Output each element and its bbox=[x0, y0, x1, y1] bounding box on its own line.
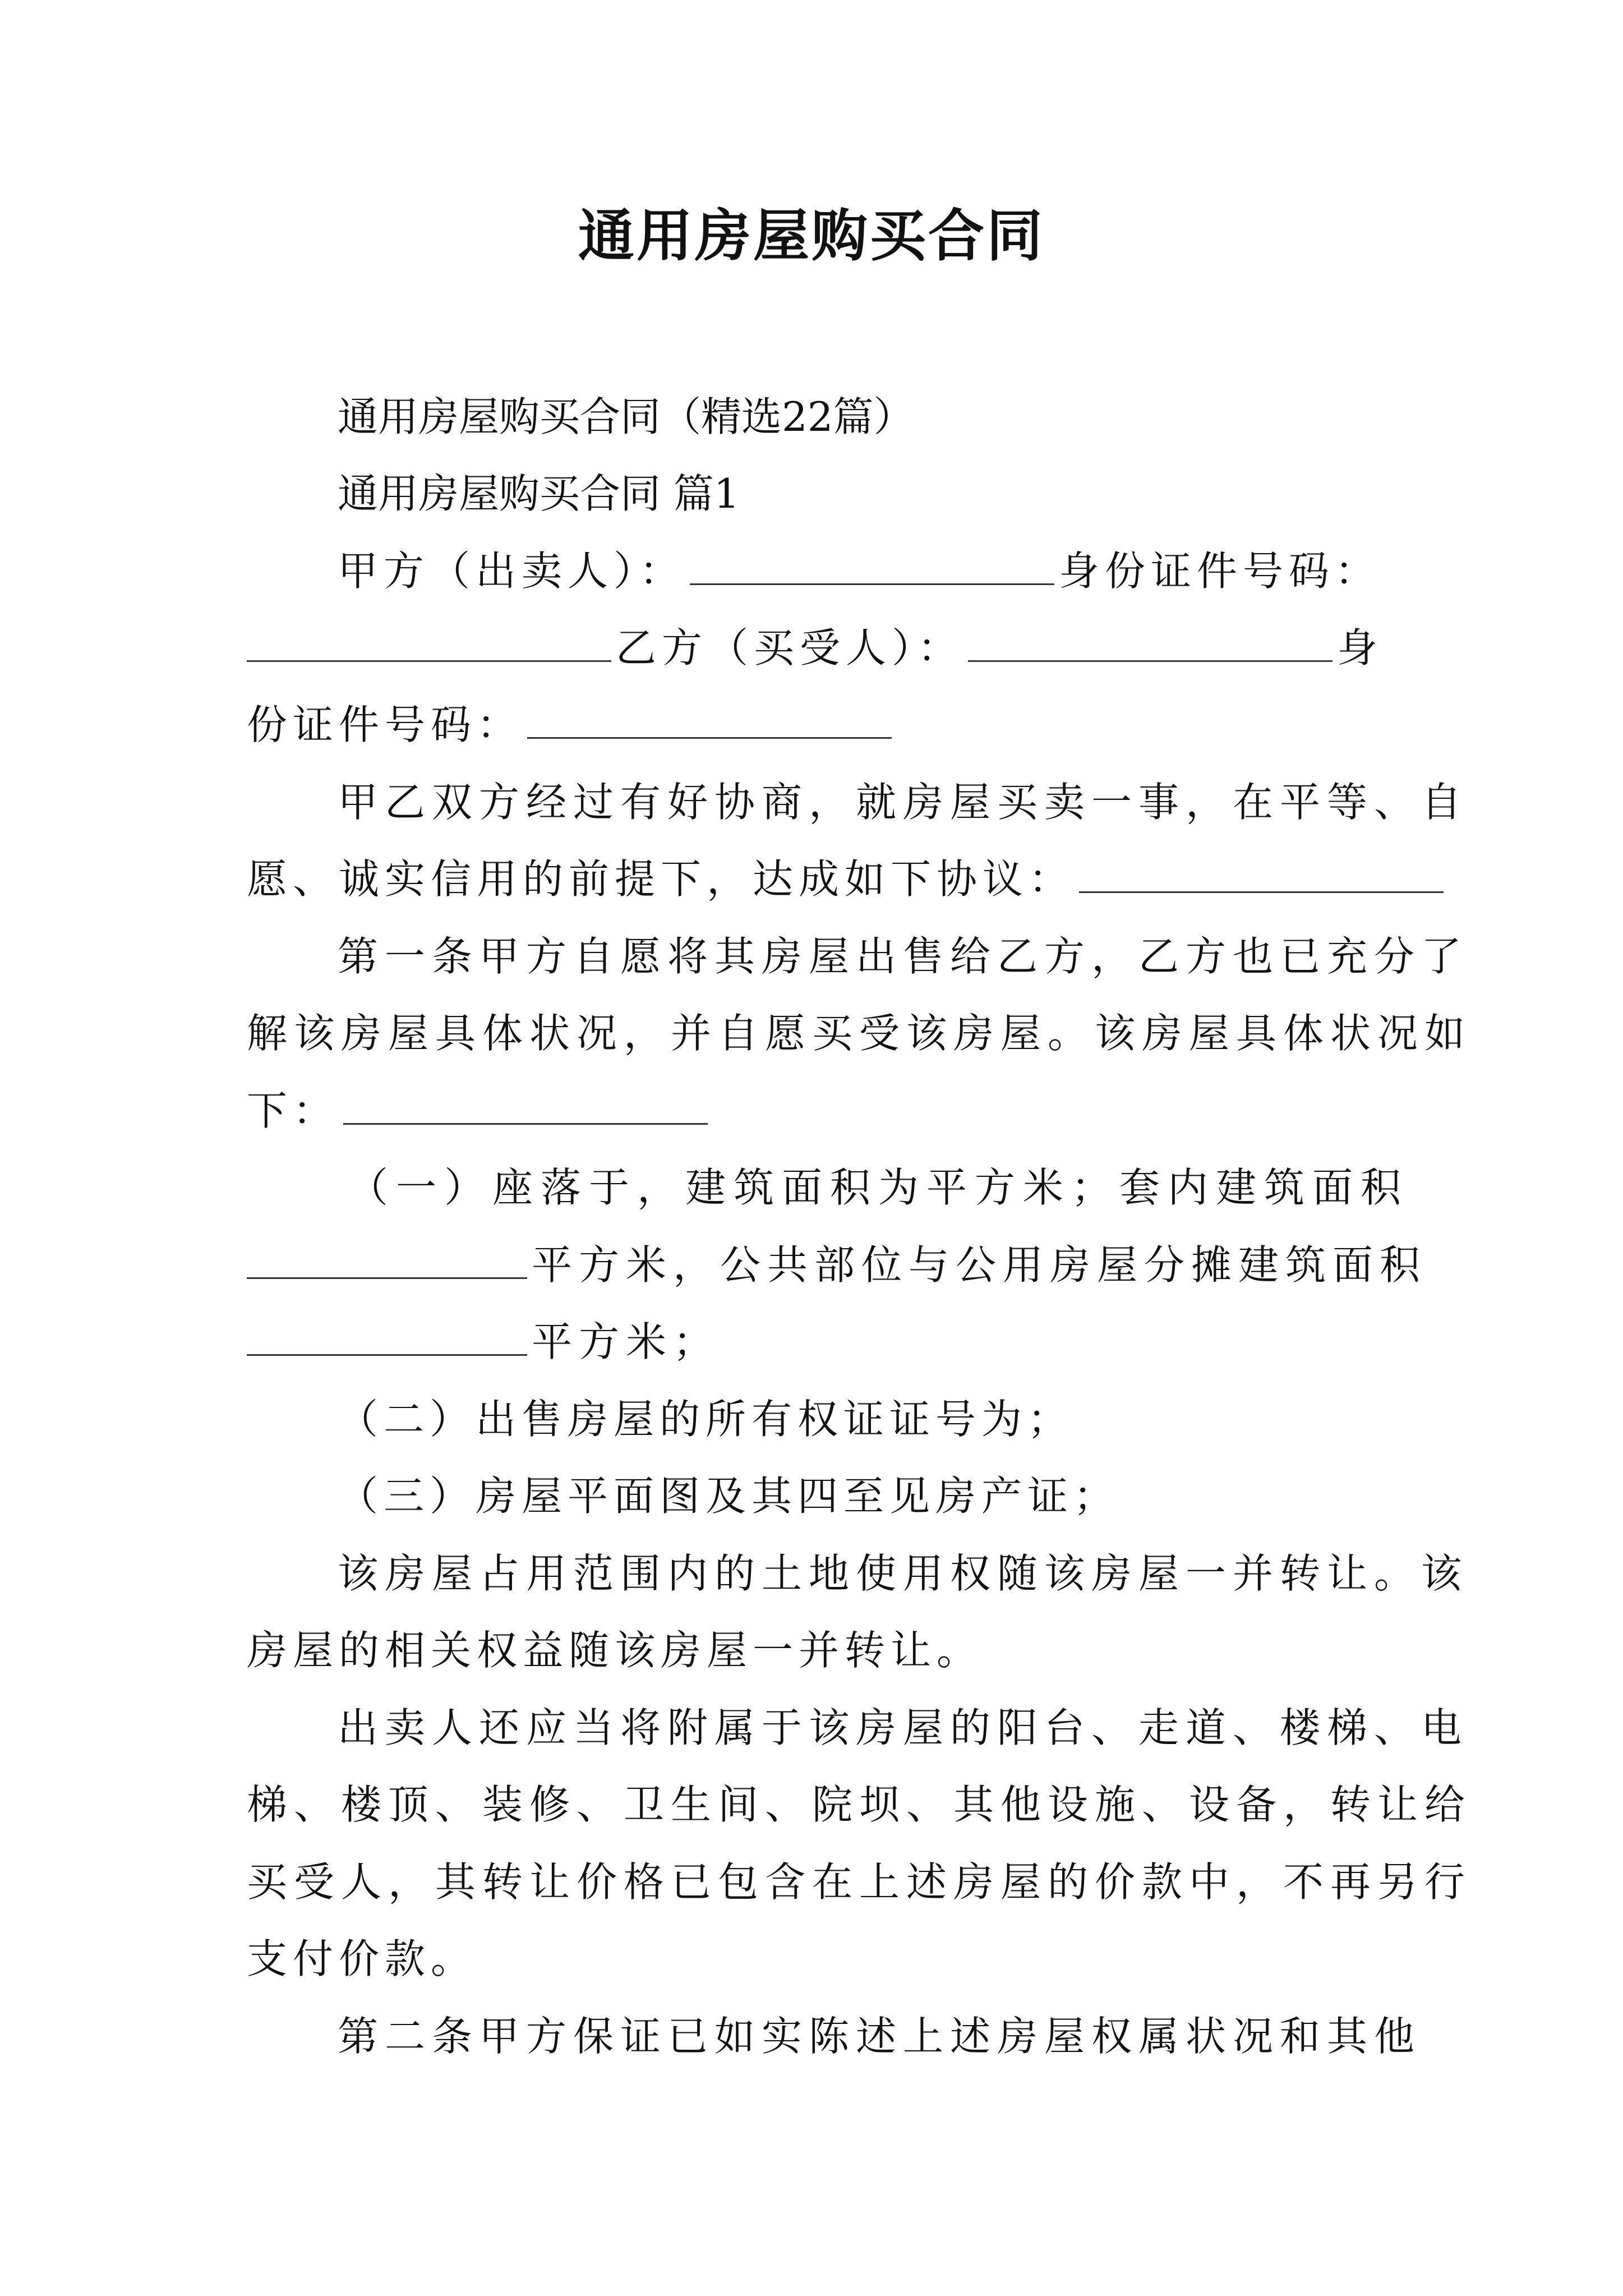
party-b-id-label-start: 身 bbox=[1337, 624, 1384, 671]
paragraph-line: 第二条甲方保证已如实陈述上述房屋权属状况和其他 bbox=[338, 2013, 1422, 2060]
party-b-line bbox=[247, 620, 1383, 676]
paragraph-line: 第一条甲方自愿将其房屋出售给乙方，乙方也已充分了 bbox=[338, 933, 1469, 980]
agreement-blank bbox=[1079, 852, 1444, 893]
paragraph-line: 梯、楼顶、装修、卫生间、院坝、其他设施、设备，转让给 bbox=[247, 1781, 1472, 1828]
house-status-blank bbox=[343, 1084, 708, 1125]
paragraph-line bbox=[247, 851, 1448, 907]
paragraph-line: 解该房屋具体状况，并自愿买受该房屋。该房屋具体状况如 bbox=[247, 1010, 1472, 1057]
paragraph-line: 该房屋占用范围内的土地使用权随该房屋一并转让。该 bbox=[338, 1550, 1469, 1597]
paragraph-line bbox=[247, 1314, 720, 1370]
party-a-name-blank bbox=[690, 544, 1054, 585]
paragraph-line bbox=[247, 1237, 1427, 1293]
paragraph-line bbox=[247, 1083, 712, 1139]
paragraph-line: 甲乙双方经过有好协商，就房屋买卖一事，在平等、自 bbox=[338, 779, 1469, 826]
paragraph-line: （一）座落于，建筑面积为平方米；套内建筑面积 bbox=[348, 1164, 1409, 1211]
shared-area-text: 平方米，公共部位与公用房屋分摊建筑面积 bbox=[532, 1241, 1427, 1289]
party-a-line bbox=[338, 543, 1381, 599]
party-a-label: 甲方（出卖人）： bbox=[338, 547, 686, 595]
party-b-id-line bbox=[247, 697, 896, 753]
inner-area-blank bbox=[247, 1238, 527, 1279]
agreement-text: 愿、诚实信用的前提下，达成如下协议： bbox=[247, 855, 1075, 903]
paragraph-line: 买受人，其转让价格已包含在上述房屋的价款中，不再另行 bbox=[247, 1858, 1472, 1906]
section-heading: 通用房屋购买合同 篇1 bbox=[338, 470, 740, 517]
house-status-label: 下： bbox=[247, 1087, 339, 1134]
shared-area-blank bbox=[247, 1315, 527, 1356]
party-b-id-blank bbox=[527, 698, 892, 739]
party-b-id-label-end: 份证件号码： bbox=[247, 701, 523, 748]
party-a-id-label: 身份证件号码： bbox=[1059, 547, 1381, 595]
party-b-name-blank bbox=[968, 621, 1332, 662]
document-title: 通用房屋购买合同 bbox=[578, 203, 1045, 269]
paragraph-line: 支付价款。 bbox=[247, 1935, 477, 1982]
party-a-id-blank bbox=[247, 621, 611, 662]
square-meter-text: 平方米； bbox=[532, 1318, 721, 1365]
paragraph-line: 出卖人还应当将附属于该房屋的阳台、走道、楼梯、电 bbox=[338, 1704, 1469, 1751]
paragraph-line: 房屋的相关权益随该房屋一并转让。 bbox=[247, 1627, 983, 1674]
document-subtitle: 通用房屋购买合同（精选22篇） bbox=[338, 393, 914, 440]
paragraph-line: （二）出售房屋的所有权证证号为； bbox=[338, 1396, 1074, 1443]
party-b-label: 乙方（买受人）： bbox=[616, 624, 964, 671]
paragraph-line: （三）房屋平面图及其四至见房产证； bbox=[338, 1473, 1120, 1520]
